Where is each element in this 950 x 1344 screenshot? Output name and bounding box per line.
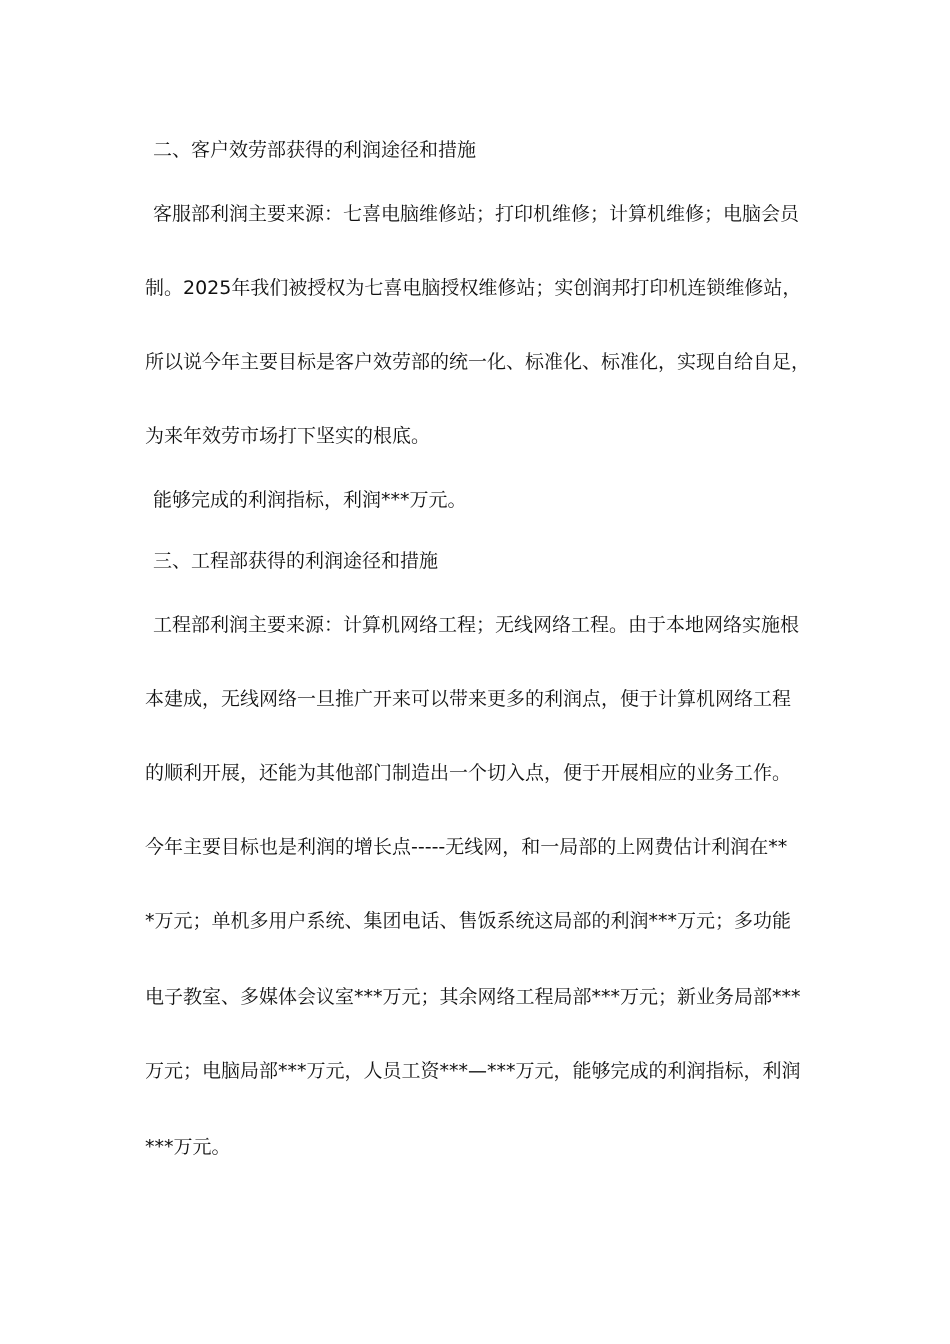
- paragraph-line: 工程部利润主要来源：计算机网络工程；无线网络工程。由于本地网络实施根: [153, 614, 800, 636]
- paragraph-line: ***万元。: [145, 1136, 231, 1158]
- paragraph-line: 为来年效劳市场打下坚实的根底。: [145, 425, 431, 447]
- paragraph-line: 本建成，无线网络一旦推广开来可以带来更多的利润点，便于计算机网络工程: [145, 688, 792, 710]
- paragraph-line: 制。2025年我们被授权为七喜电脑授权维修站；实创润邦打印机连锁维修站，: [145, 277, 802, 299]
- paragraph-line: *万元；单机多用户系统、集团电话、售饭系统这局部的利润***万元；多功能: [145, 910, 792, 932]
- paragraph-line: 电子教室、多媒体会议室***万元；其余网络工程局部***万元；新业务局部***: [145, 986, 801, 1008]
- paragraph-line: 客服部利润主要来源：七喜电脑维修站；打印机维修；计算机维修；电脑会员: [153, 203, 800, 225]
- section-heading-customer-service: 二、客户效劳部获得的利润途径和措施: [153, 139, 477, 161]
- paragraph-line: 万元；电脑局部***万元，人员工资***—***万元，能够完成的利润指标，利润: [145, 1060, 801, 1082]
- paragraph-line: 所以说今年主要目标是客户效劳部的统一化、标准化、标准化，实现自给自足，: [145, 351, 811, 373]
- section-heading-engineering: 三、工程部获得的利润途径和措施: [153, 550, 439, 572]
- profit-target-line: 能够完成的利润指标，利润***万元。: [153, 489, 467, 511]
- paragraph-line: 今年主要目标也是利润的增长点-----无线网，和一局部的上网费估计利润在**: [145, 836, 788, 858]
- paragraph-line: 的顺利开展，还能为其他部门制造出一个切入点，便于开展相应的业务工作。: [145, 762, 792, 784]
